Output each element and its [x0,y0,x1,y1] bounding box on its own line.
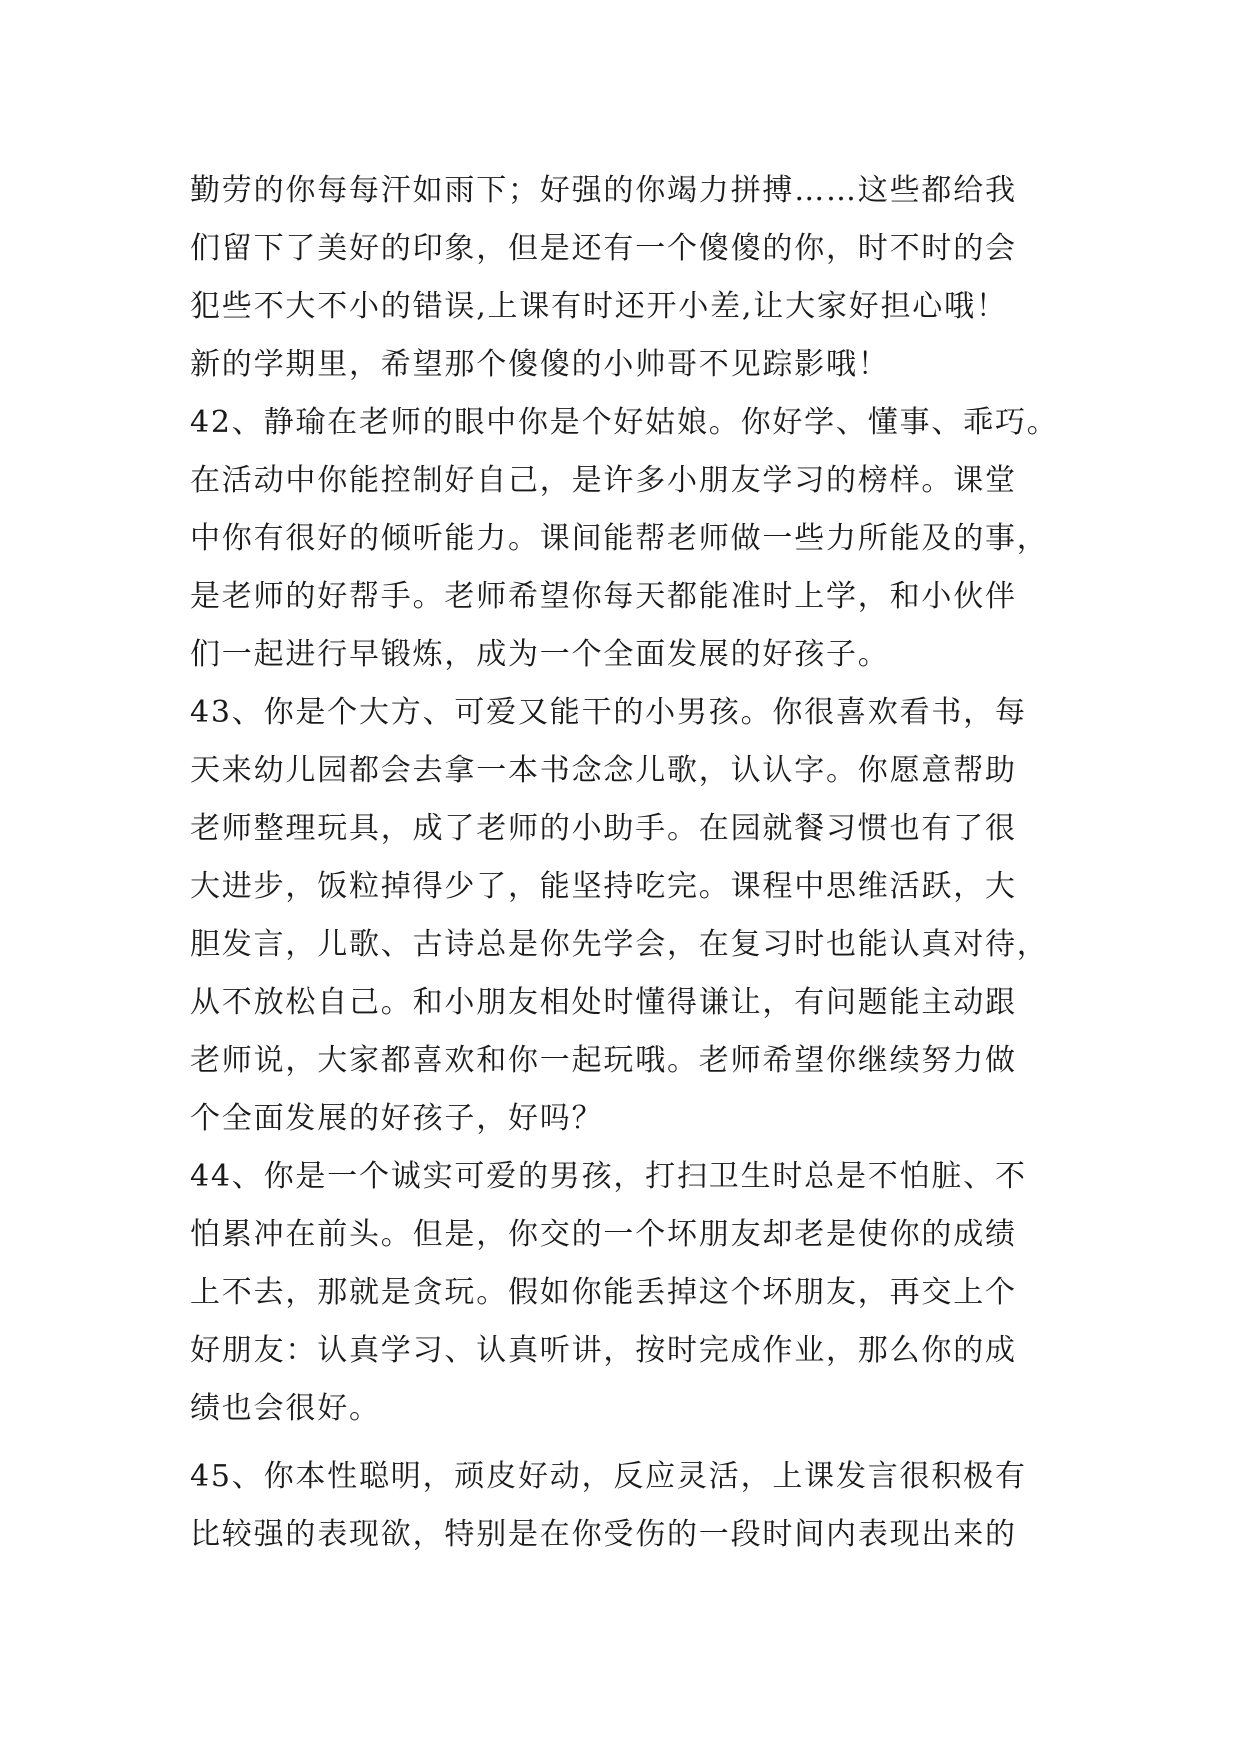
text-line: 大进步，饭粒掉得少了，能坚持吃完。课程中思维活跃，大 [190,869,1017,904]
text-line: 们留下了美好的印象，但是还有一个傻傻的你，时不时的会 [190,231,1017,266]
text-line: 怕累冲在前头。但是，你交的一个坏朋友却老是使你的成绩 [190,1217,1017,1252]
text-line: 绩也会很好。 [190,1391,381,1426]
text-line: 老师整理玩具，成了老师的小助手。在园就餐习惯也有了很 [190,811,1017,846]
text-line: 勤劳的你每每汗如雨下；好强的你竭力拼搏……这些都给我 [190,173,1017,208]
text-line: 中你有很好的倾听能力。课间能帮老师做一些力所能及的事， [190,521,1049,556]
text-line: 上不去，那就是贪玩。假如你能丢掉这个坏朋友，再交上个 [190,1275,1017,1310]
text-line: 在活动中你能控制好自己，是许多小朋友学习的榜样。课堂 [190,463,1017,498]
text-line: 比较强的表现欲，特别是在你受伤的一段时间内表现出来的 [190,1517,1017,1552]
text-line: 从不放松自己。和小朋友相处时懂得谦让，有问题能主动跟 [190,985,1017,1020]
text-line: 天来幼儿园都会去拿一本书念念儿歌，认认字。你愿意帮助 [190,753,1017,788]
text-line: 犯些不大不小的错误,上课有时还开小差,让大家好担心哦！ [190,289,1008,324]
document-body [190,162,1070,1564]
text-line: 胆发言，儿歌、古诗总是你先学会，在复习时也能认真对待， [190,927,1049,962]
text-line: 43、你是个大方、可爱又能干的小男孩。你很喜欢看书，每 [190,695,1027,730]
text-line: 44、你是一个诚实可爱的男孩，打扫卫生时总是不怕脏、不 [190,1159,1027,1194]
text-line: 好朋友：认真学习、认真听讲，按时完成作业，那么你的成 [190,1333,1017,1368]
text-line: 42、静瑜在老师的眼中你是个好姑娘。你好学、懂事、乖巧。 [190,405,1059,440]
text-line: 新的学期里，希望那个傻傻的小帅哥不见踪影哦！ [190,347,890,382]
text-line: 们一起进行早锻炼，成为一个全面发展的好孩子。 [190,637,890,672]
text-line: 是老师的好帮手。老师希望你每天都能准时上学，和小伙伴 [190,579,1017,614]
text-line: 老师说，大家都喜欢和你一起玩哦。老师希望你继续努力做 [190,1043,1017,1078]
text-line: 45、你本性聪明，顽皮好动，反应灵活，上课发言很积极有 [190,1459,1027,1494]
text-line: 个全面发展的好孩子，好吗？ [190,1101,604,1136]
